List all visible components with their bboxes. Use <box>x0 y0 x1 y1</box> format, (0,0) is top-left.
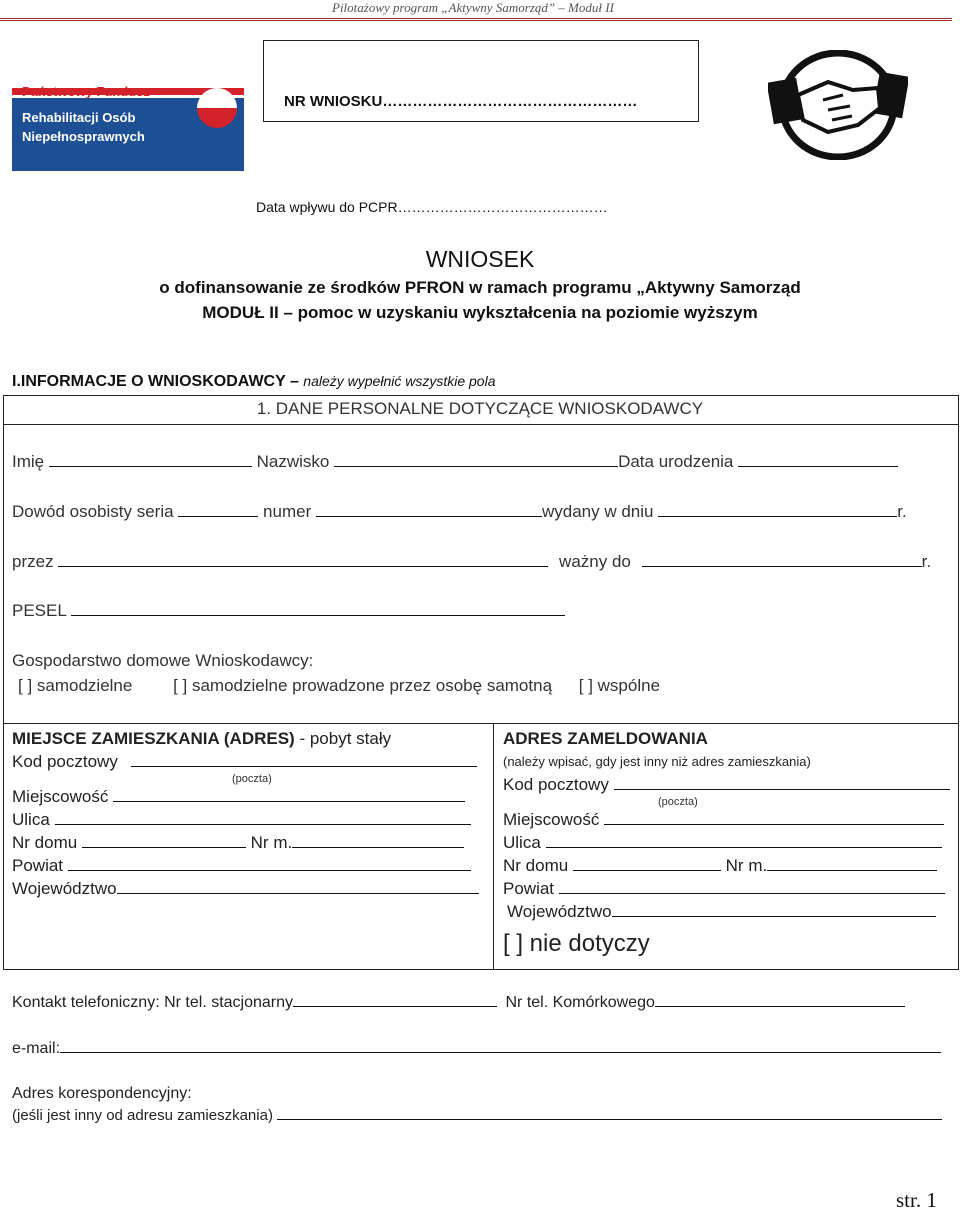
right-powiat-field[interactable] <box>559 893 945 894</box>
contact-phone: Kontakt telefoniczny: Nr tel. stacjonarny Nr tel. Komórkowego <box>12 994 905 1012</box>
page-number: str. 1 <box>896 1188 937 1212</box>
nr-wniosku: NR WNIOSKU…………………………………………… <box>284 93 638 110</box>
household-options <box>18 676 660 696</box>
running-header: Pilotażowy program „Aktywny Samorząd” – Moduł II <box>332 0 614 15</box>
form-subtitle-1: o dofinansowanie ze środków PFRON w ramach programu „Aktywny Samorząd <box>159 278 801 297</box>
correspondence-label: Adres korespondencyjny: <box>12 1085 192 1102</box>
correspondence-row: (jeśli jest inny od adresu zamieszkania) <box>12 1107 942 1124</box>
nr-wniosku-box <box>263 40 699 122</box>
logo-line-1: Państwowy Fundusz <box>22 84 150 99</box>
row-name: Imię Nazwisko Data urodzenia <box>12 452 898 472</box>
left-nr-m-field[interactable] <box>292 847 464 848</box>
nazwisko-field[interactable] <box>334 466 618 467</box>
section-heading: I.INFORMACJE O WNIOSKODAWCY – należy wypełnić wszystkie pola <box>12 373 496 390</box>
contact-email: e-mail: <box>12 1040 941 1058</box>
form-title: WNIOSEK <box>425 246 535 272</box>
imie-field[interactable] <box>49 466 252 467</box>
correspondence-field[interactable] <box>277 1119 942 1120</box>
subsection-heading: 1. DANE PERSONALNE DOTYCZĄCE WNIOSKODAWCY <box>256 399 704 418</box>
dowod-seria-field[interactable] <box>178 516 258 517</box>
right-nr-m-field[interactable] <box>767 870 937 871</box>
phone-mobile-field[interactable] <box>655 1006 905 1007</box>
data-wplywu: Data wpływu do PCPR……………………………………… <box>256 199 608 215</box>
right-ulica-field[interactable] <box>546 847 942 848</box>
right-nr-domu-field[interactable] <box>573 870 721 871</box>
dowod-numer-field[interactable] <box>316 516 542 517</box>
frame-col-rule <box>493 723 494 969</box>
left-wojewodztwo-field[interactable] <box>117 893 479 894</box>
address-right: ADRES ZAMELDOWANIA (należy wpisać, gdy jest inny niż adres zamieszkania) Kod pocztowy (poczta) Miejscowość Ulica Nr domu Nr m. Powiat Województwo [ ] nie dotyczy <box>503 727 953 959</box>
przez-field[interactable] <box>58 566 548 567</box>
household-opt-wspolne[interactable]: [ ] wspólne <box>578 676 661 695</box>
pesel-field[interactable] <box>71 615 565 616</box>
frame-header-rule <box>4 424 958 425</box>
right-kod-field[interactable] <box>614 789 950 790</box>
frame-mid-rule <box>4 723 958 724</box>
left-kod-field[interactable] <box>131 766 477 767</box>
pfron-logo <box>12 41 244 171</box>
household-label: Gospodarstwo domowe Wnioskodawcy: <box>12 651 314 670</box>
address-left: MIEJSCE ZAMIESZKANIA (ADRES) - pobyt stały Kod pocztowy (poczta) Miejscowość Ulica Nr domu Nr m. Powiat Województwo <box>12 727 487 900</box>
section-note: należy wypełnić wszystkie pola <box>303 373 496 389</box>
left-nr-domu-field[interactable] <box>82 847 246 848</box>
row-id: Dowód osobisty seria numer wydany w dniu r. <box>12 502 907 521</box>
wydany-w-dniu-field[interactable] <box>658 516 897 517</box>
right-miejscowosc-field[interactable] <box>604 824 944 825</box>
email-field[interactable] <box>60 1052 941 1053</box>
phone-landline-field[interactable] <box>293 1006 497 1007</box>
left-powiat-field[interactable] <box>68 870 471 871</box>
header-rule <box>0 18 952 21</box>
left-ulica-field[interactable] <box>55 824 471 825</box>
logo-text: Rehabilitacji Osób Niepełnosprawnych <box>22 110 145 144</box>
wazny-do-field[interactable] <box>642 566 922 567</box>
household-opt-samodzielne[interactable]: [ ] samodzielne <box>18 676 133 695</box>
data-urodzenia-field[interactable] <box>738 466 898 467</box>
row-issuer: przez ważny do r. <box>12 552 932 571</box>
household-opt-samotna[interactable]: [ ] samodzielne prowadzone przez osobę samotną <box>173 676 553 695</box>
row-pesel: PESEL <box>12 601 565 621</box>
left-miejscowosc-field[interactable] <box>113 801 465 802</box>
form-subtitle-2: MODUŁ II – pomoc w uzyskaniu wykształcenia na poziomie wyższym <box>202 303 758 322</box>
right-wojewodztwo-field[interactable] <box>612 916 936 917</box>
handshake-icon <box>768 50 908 160</box>
nie-dotyczy-checkbox[interactable]: [ ] nie dotyczy <box>503 930 650 957</box>
